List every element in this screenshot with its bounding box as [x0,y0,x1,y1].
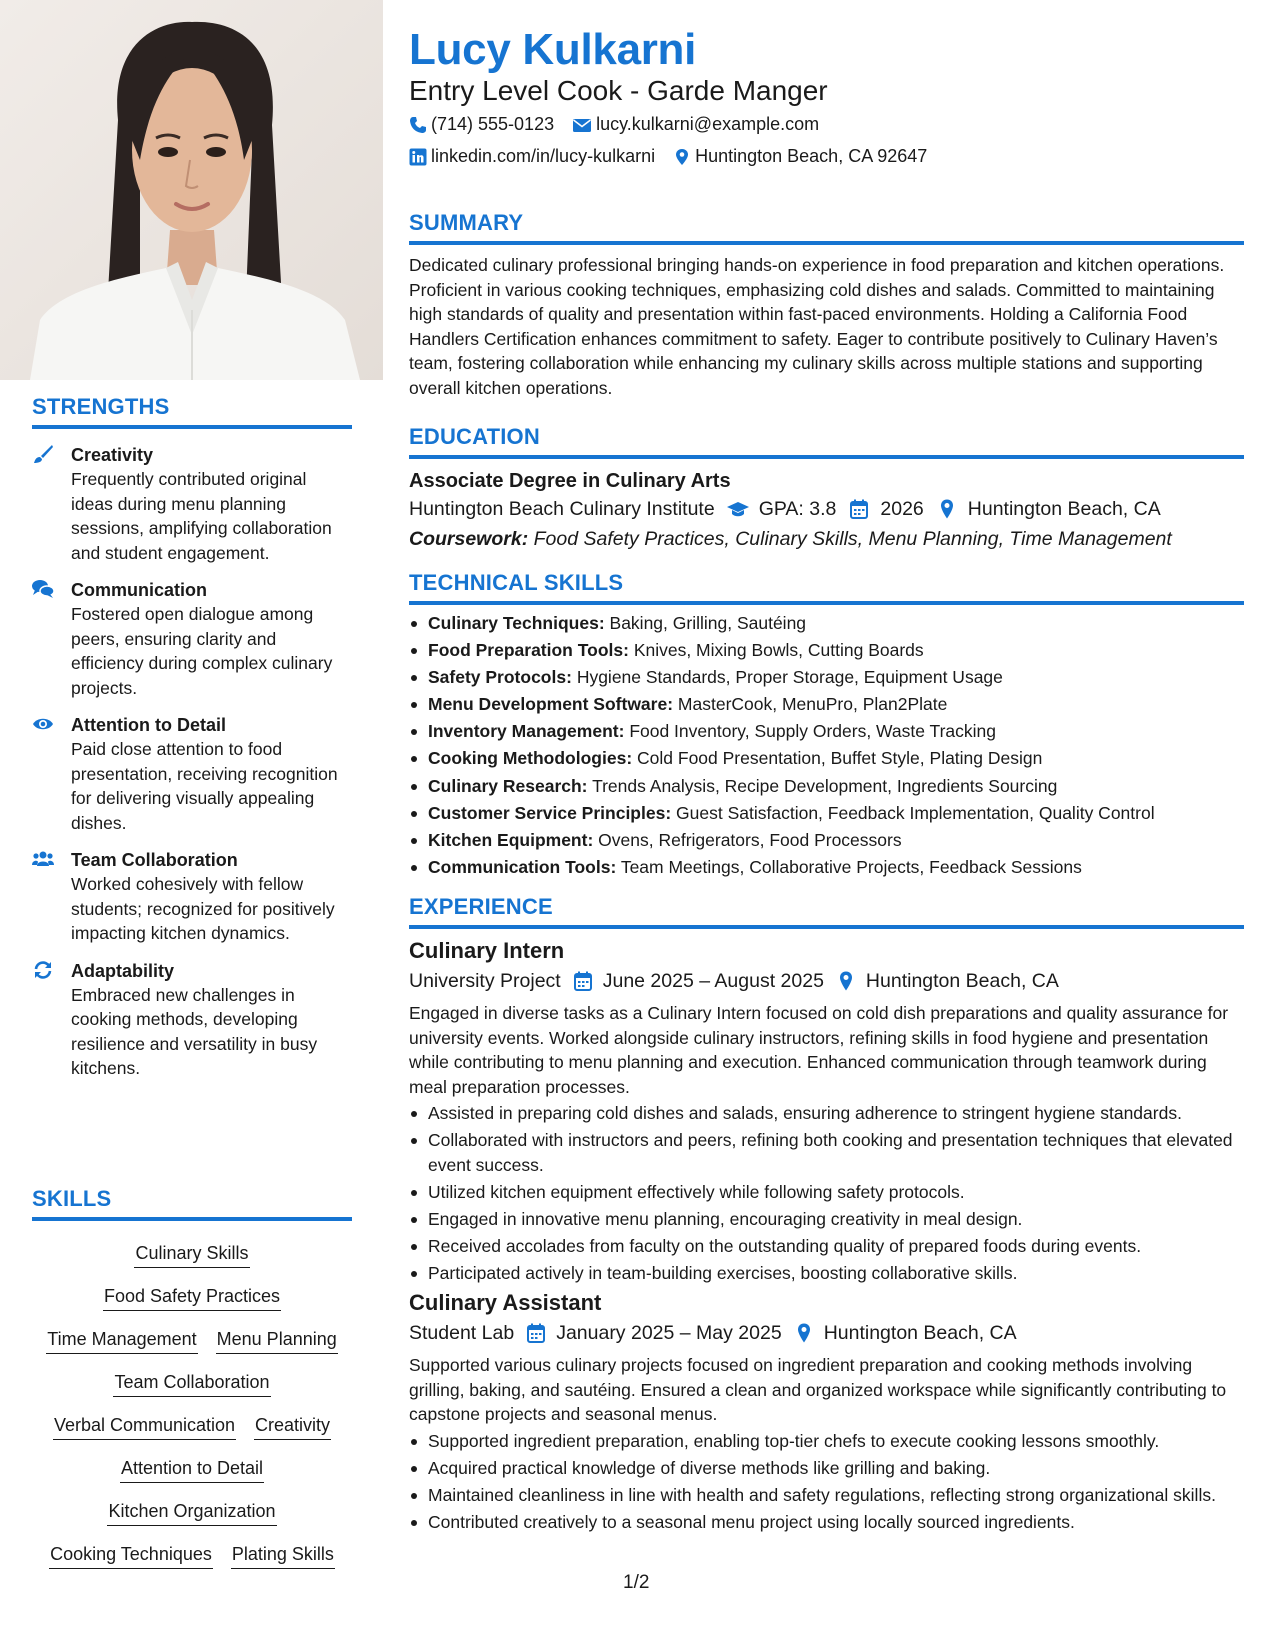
skill-values: Hygiene Standards, Proper Storage, Equipment Usage [576,667,1003,688]
skill-category: Customer Service Principles: [428,802,672,823]
list-item: Supported ingredient preparation, enabling top-tier chefs to execute cooking lessons smoothly. [409,1429,1244,1454]
location-contact [673,146,927,167]
email-contact[interactable] [572,114,819,135]
job-organization: Student Lab [409,1322,515,1345]
strength-description: Frequently contributed original ideas during menu planning sessions, amplifying collaboration and student engagement. [71,469,332,563]
left-column [0,0,383,1650]
experience-section [409,894,1244,1537]
job-meta [409,1317,1244,1349]
job-entry [409,937,1244,1285]
skill-category: Kitchen Equipment: [428,829,594,850]
job-organization: University Project [409,970,561,992]
coursework-list: Food Safety Practices, Culinary Skills, Menu Planning, Time Management [533,528,1172,550]
chat-bubbles-icon [32,579,54,599]
list-item [409,611,1244,636]
skill-tag: Cooking Techniques [49,1542,213,1569]
list-item: Assisted in preparing cold dishes and salads, ensuring adherence to stringent hygiene standards. [409,1101,1244,1126]
phone-icon [409,116,427,134]
list-item [409,855,1244,880]
eye-icon [32,714,54,734]
strengths-heading: STRENGTHS [32,394,352,429]
strength-title: Attention to Detail [71,715,226,735]
page-number: 1/2 [623,1572,650,1593]
skill-values: MasterCook, MenuPro, Plan2Plate [677,694,948,715]
linkedin-text: linkedin.com/in/lucy-kulkarni [431,146,656,166]
list-item: Participated actively in team-building exercises, boosting collaborative skills. [409,1261,1244,1286]
location-text: Huntington Beach, CA 92647 [695,146,928,166]
skill-tag: Culinary Skills [134,1241,249,1268]
phone-text: (714) 555-0123 [431,114,555,134]
map-pin-icon [673,148,691,166]
list-item [409,692,1244,717]
technical-skills-heading: TECHNICAL SKILLS [409,570,1244,605]
skill-values: Knives, Mixing Bowls, Cutting Boards [633,640,924,661]
strength-description: Fostered open dialogue among peers, ensuring clarity and efficiency during complex culinary projects. [71,604,333,698]
skill-values: Ovens, Refrigerators, Food Processors [598,829,902,850]
education-section [409,424,1244,554]
experience-heading: EXPERIENCE [409,894,1244,929]
skill-tag: Food Safety Practices [103,1284,281,1311]
skill-tag: Team Collaboration [113,1370,270,1397]
skills-cloud [32,1241,352,1569]
job-location: Huntington Beach, CA [823,1322,1017,1345]
skill-values: Team Meetings, Collaborative Projects, Feedback Sessions [620,856,1082,877]
education-details [409,494,1244,524]
map-pin-icon [794,1323,814,1343]
job-dates: June 2025 – August 2025 [602,970,824,992]
list-item [409,801,1244,826]
list-item: Utilized kitchen equipment effectively while following safety protocols. [409,1180,1244,1205]
strength-item [32,848,352,946]
degree-title: Associate Degree in Culinary Arts [409,470,731,492]
strength-description: Paid close attention to food presentation, receiving recognition for delivering visually appealing dishes. [71,739,338,833]
candidate-role: Entry Level Cook - Garde Manger [409,75,828,106]
skill-category: Safety Protocols: [428,667,572,688]
strengths-section [32,394,352,1081]
skill-tag: Menu Planning [216,1327,338,1354]
list-item: Collaborated with instructors and peers, refining both cooking and presentation techniques that elevated event success. [409,1128,1244,1177]
list-item [409,665,1244,690]
skill-tag: Kitchen Organization [107,1499,276,1526]
users-icon [32,849,54,869]
job-entry [409,1289,1244,1534]
coursework-label: Coursework: [409,528,529,550]
email-text: lucy.kulkarni@example.com [596,114,820,134]
skill-values: Cold Food Presentation, Buffet Style, Plating Design [637,748,1043,769]
contact-row-2 [409,146,945,167]
list-item: Contributed creatively to a seasonal menu project using locally sourced ingredients. [409,1510,1244,1535]
skill-tag: Plating Skills [231,1542,335,1569]
list-item [409,828,1244,853]
skill-category: Culinary Techniques: [428,613,605,633]
envelope-icon [572,116,592,134]
strength-title: Adaptability [71,960,175,981]
skills-heading: SKILLS [32,1186,352,1221]
list-item: Received accolades from faculty on the outstanding quality of prepared foods during events. [409,1234,1244,1259]
summary-text: Dedicated culinary professional bringing hands-on experience in food preparation and kitchen operations. Proficient in various cooking techniques, emphasizing cold dishes and salads. Committed to maintaining high standards of quality and presentation within fast-paced environments. Holding a California Food Handlers Certification enhances commitment to safety. Eager to contribute positively to Culinary Haven’s team, fostering collaboration while enhancing my culinary skills across multiple stations and supporting overall kitchen operations. [409,255,1225,398]
linkedin-contact[interactable] [409,146,655,167]
strength-item [32,713,352,835]
skill-values: Baking, Grilling, Sautéing [609,613,807,633]
list-item [409,746,1244,771]
profile-photo [0,0,383,380]
graduation-year: 2026 [880,498,924,520]
calendar-icon [573,971,593,991]
coursework-line [409,524,1244,554]
strength-item [32,578,352,700]
job-bullets [409,1429,1244,1535]
contact-row-1 [409,114,837,135]
job-title: Culinary Assistant [409,1290,602,1316]
sync-icon [32,960,54,980]
skills-section [32,1186,352,1569]
list-item [409,774,1244,799]
candidate-name: Lucy Kulkarni [409,25,697,74]
strength-item [32,443,352,565]
job-meta [409,965,1244,997]
skill-values: Guest Satisfaction, Feedback Implementation, Quality Control [676,802,1155,823]
skill-values: Food Inventory, Supply Orders, Waste Tracking [629,721,996,742]
strength-description: Worked cohesively with fellow students; recognized for positively impacting kitchen dynamics. [71,874,335,943]
strength-title: Team Collaboration [71,850,238,870]
strength-title: Communication [71,580,208,600]
skill-category: Culinary Research: [428,775,588,796]
skill-category: Food Preparation Tools: [428,640,629,661]
job-dates: January 2025 – May 2025 [556,1322,782,1345]
gpa-text: GPA: 3.8 [758,498,837,520]
skill-category: Communication Tools: [428,856,617,877]
education-heading: EDUCATION [409,424,1244,459]
list-item: Maintained cleanliness in line with health and safety regulations, reflecting strong organizational skills. [409,1483,1244,1508]
skill-tag: Attention to Detail [120,1456,264,1483]
skill-category: Menu Development Software: [428,694,674,715]
calendar-icon [526,1323,546,1343]
job-location: Huntington Beach, CA [865,970,1059,992]
job-bullets [409,1101,1244,1285]
strength-description: Embraced new challenges in cooking methods, developing resilience and versatility in busy kitchens. [71,984,318,1078]
job-title: Culinary Intern [409,938,565,963]
skill-tag: Verbal Communication [53,1413,236,1440]
summary-section [409,210,1244,400]
school-location: Huntington Beach, CA [967,498,1161,520]
strength-item [32,959,352,1081]
technical-skills-list [409,611,1244,879]
list-item: Acquired practical knowledge of diverse methods like grilling and baking. [409,1456,1244,1481]
skill-tag: Time Management [46,1327,197,1354]
strength-title: Creativity [71,445,154,465]
skill-tag: Creativity [254,1413,331,1440]
skill-values: Trends Analysis, Recipe Development, Ingredients Sourcing [592,775,1058,796]
skill-category: Cooking Methodologies: [428,748,633,769]
summary-heading: SUMMARY [409,210,1244,245]
graduation-cap-icon [727,499,749,519]
school-name: Huntington Beach Culinary Institute [409,498,715,520]
list-item [409,719,1244,744]
phone-contact[interactable] [409,114,554,135]
map-pin-icon [936,499,958,519]
map-pin-icon [836,971,856,991]
list-item [409,638,1244,663]
calendar-icon [848,499,870,519]
job-description: Engaged in diverse tasks as a Culinary Intern focused on cold dish preparations and quality assurance for university events. Worked alongside culinary instructors, refining skills in food hygiene and presentation while contributing to menu planning and execution. Enhanced communication through teamwork during meal preparation processes. [409,1003,1229,1097]
job-description: Supported various culinary projects focused on ingredient preparation and cooking methods involving grilling, baking, and sautéing. Ensured a clean and organized workspace while significantly contributing to capstone projects and seasonal menus. [409,1355,1227,1425]
list-item: Engaged in innovative menu planning, encouraging creativity in meal design. [409,1207,1244,1232]
linkedin-icon [409,148,427,166]
paintbrush-icon [32,444,54,464]
portrait-illustration [0,0,383,380]
technical-skills-section [409,570,1244,882]
skill-category: Inventory Management: [428,721,625,742]
